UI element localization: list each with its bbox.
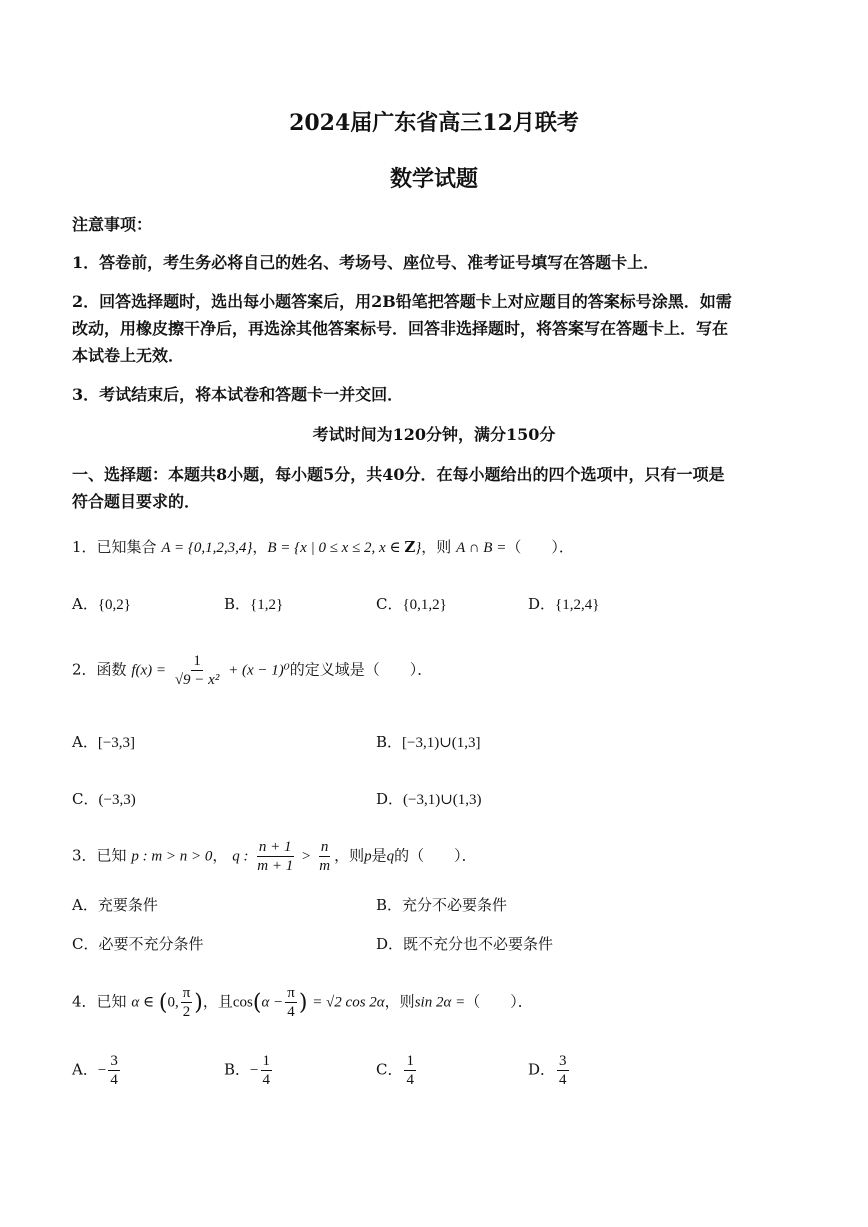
q3-option-a: A．充要条件 <box>72 896 158 914</box>
question-4: 4．已知 α ∈ (0, $\frac{\pi}{2}$ )，且cos(α − $\frac{\pi}{4}$ ) = √2 cos 2α，则sin 2α =（ ）． <box>72 985 533 1020</box>
notice-item-2: 2．回答选择题时，选出每小题答案后，用2B铅笔把答题卡上对应题目的答案标号涂黑．如需 <box>72 292 732 311</box>
fraction: $\frac{\pi}{4}$ <box>287 985 295 1020</box>
fraction: $\frac{\pi}{2}$ <box>182 985 191 1020</box>
notice-item-2-end: 本试卷上无效． <box>72 346 185 365</box>
set-a: A = {0,1,2,3,4} <box>161 540 253 556</box>
fraction: $\frac{3}{4}$ <box>559 1053 567 1088</box>
notice-heading: 注意事项： <box>72 215 153 234</box>
q4-option-a: A．− $\frac{3}{4}$ <box>72 1053 118 1088</box>
q2-option-c: C．(−3,3) <box>72 790 136 808</box>
fraction: $\frac{3}{4}$ <box>110 1053 118 1088</box>
q1-option-d: D．{1,2,4} <box>528 595 600 613</box>
notice-item-3: 3．考试结束后，将本试卷和答题卡一并交回． <box>72 385 404 404</box>
exam-info: 考试时间为120分钟，满分150分 <box>312 425 556 444</box>
question-3: 3．已知 p : m > n > 0， q : $\frac{n + 1}{m + 1}$ > $\frac{n}{m}$ ，则p是q的（ ）． <box>72 839 477 874</box>
question-number: 2． <box>72 660 97 679</box>
question-2: 2．函数 f(x) = $\frac{1}{\text{√9 − x²}}$ + (x − 1)⁰的定义域是（ ）． <box>72 653 433 688</box>
q1-option-b: B．{1,2} <box>224 595 284 613</box>
q1-option-a: A．{0,2} <box>72 595 131 613</box>
section-heading-cont: 符合题目要求的． <box>72 492 201 511</box>
page-subtitle: 数学试题 <box>389 166 478 192</box>
q4-option-c: C． $\frac{1}{4}$ <box>376 1053 414 1088</box>
q3-option-b: B．充分不必要条件 <box>376 896 508 914</box>
q2-option-b: B．[−3,1)∪(1,3] <box>376 733 481 751</box>
q3-option-c: C．必要不充分条件 <box>72 935 204 953</box>
q4-option-d: D． $\frac{3}{4}$ <box>528 1053 567 1088</box>
question-number: 1． <box>72 538 97 556</box>
fraction: $\frac{1}{4}$ <box>406 1053 414 1088</box>
q2-option-a: A．[−3,3] <box>72 733 136 751</box>
notice-item-2-cont: 改动，用橡皮擦干净后，再选涂其他答案标号．回答非选择题时，将答案写在答题卡上．写在 <box>72 319 729 338</box>
question-1: 1．已知集合 A = {0,1,2,3,4}，B = {x | 0 ≤ x ≤ 2, x ∈ Z}，则 A ∩ B =（ ）． <box>72 538 574 556</box>
q4-option-b: B．− $\frac{1}{4}$ <box>224 1053 270 1088</box>
fraction: $\frac{1}{\text{√9 − x²}}$ <box>174 653 220 688</box>
q2-option-d: D．(−3,1)∪(1,3) <box>376 790 482 808</box>
set-b: B = {x | 0 ≤ x ≤ 2, x ∈ <box>267 540 405 556</box>
q3-option-d: D．既不充分也不必要条件 <box>376 935 554 953</box>
q1-option-c: C．{0,1,2} <box>376 595 447 613</box>
fraction: $\frac{n}{m}$ <box>319 839 331 874</box>
notice-item-1: 1．答卷前，考生务必将自己的姓名、考场号、座位号、准考证号填写在答题卡上． <box>72 253 660 272</box>
fraction: $\frac{n + 1}{m + 1}$ <box>257 839 294 874</box>
question-number: 3． <box>72 846 97 865</box>
question-number: 4． <box>72 992 97 1011</box>
page-title: 2024届广东省高三12月联考 <box>289 110 579 136</box>
section-heading: 一、选择题：本题共8小题，每小题5分，共40分．在每小题给出的四个选项中，只有一项是 <box>72 465 725 484</box>
fraction: $\frac{1}{4}$ <box>262 1053 270 1088</box>
